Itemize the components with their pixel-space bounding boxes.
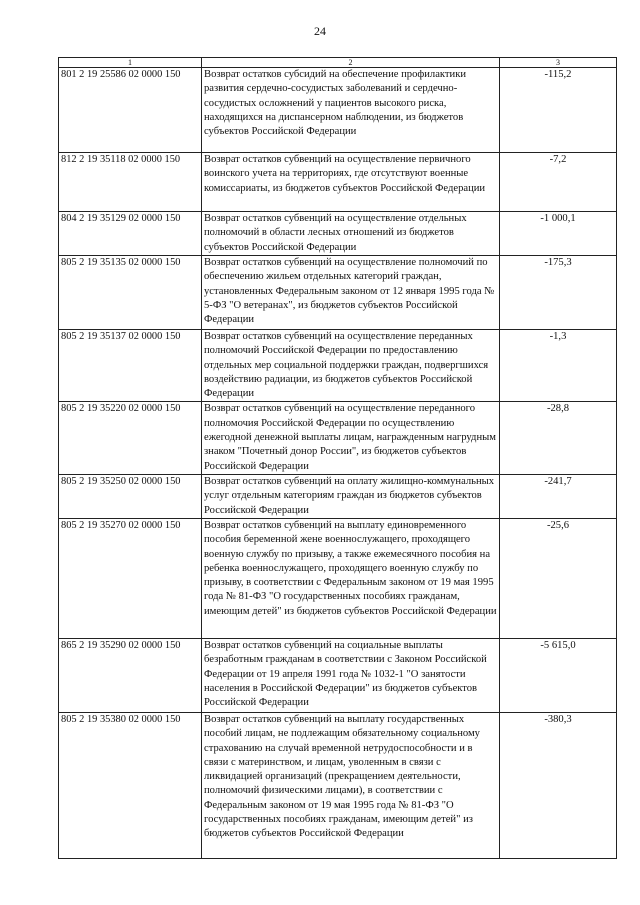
- row-description: Возврат остатков субвенций на осуществление первичного воинского учета на территориях, где отсутствуют военные комиссариаты, из бюджетов субъектов Российской Федерации: [202, 153, 500, 212]
- row-description: Возврат остатков субвенций на социальные выплаты безработным гражданам в соответствии с Законом Российской Федерации от 19 апреля 1991 года № 1032-1 "О занятости населения в Российской Федерации" из бюджетов субъектов Российской Федерации: [202, 638, 500, 712]
- table-row: [59, 256, 617, 330]
- table-row: [59, 474, 617, 518]
- row-amount: -175,3: [500, 256, 617, 330]
- budget-table: [58, 57, 617, 859]
- row-code: 805 2 19 35250 02 0000 150: [59, 474, 202, 518]
- table-row: [59, 330, 617, 402]
- row-code: 805 2 19 35380 02 0000 150: [59, 712, 202, 858]
- row-description: Возврат остатков субвенций на осуществление полномочий по обеспечению жильем отдельных категорий граждан, установленных Федеральным законом от 12 января 1995 года № 5-ФЗ "О ветеранах", из бюджетов субъектов Российской Федерации: [202, 256, 500, 330]
- table-row: [59, 68, 617, 153]
- row-code: 805 2 19 35270 02 0000 150: [59, 518, 202, 638]
- row-code: 805 2 19 35135 02 0000 150: [59, 256, 202, 330]
- row-amount: -5 615,0: [500, 638, 617, 712]
- row-description: Возврат остатков субвенций на осуществление отдельных полномочий в области лесных отношений из бюджетов субъектов Российской Федерации: [202, 212, 500, 256]
- row-description: Возврат остатков субвенций на осуществление переданного полномочия Российской Федерации по осуществлению ежегодной денежной выплаты лицам, награжденным нагрудным знаком "Почетный донор России", из бюджетов субъектов Российской Федерации: [202, 402, 500, 474]
- row-description: Возврат остатков субвенций на выплату государственных пособий лицам, не подлежащим обязательному социальному страхованию на случай временной нетрудоспособности и в связи с материнством, и лицам, уволенным в связи с ликвидацией организаций (прекращением деятельности, полномочий физическими лицами), в соответствии с Федеральным законом от 19 мая 1995 года № 81-ФЗ "О государственных пособиях гражданам, имеющим детей" из бюджетов субъектов Российской Федерации: [202, 712, 500, 858]
- row-amount: -7,2: [500, 153, 617, 212]
- row-code: 805 2 19 35220 02 0000 150: [59, 402, 202, 474]
- row-description: Возврат остатков субвенций на оплату жилищно-коммунальных услуг отдельным категориям граждан из бюджетов субъектов Российской Федерации: [202, 474, 500, 518]
- row-amount: -25,6: [500, 518, 617, 638]
- table-row: [59, 638, 617, 712]
- row-code: 865 2 19 35290 02 0000 150: [59, 638, 202, 712]
- row-amount: -1 000,1: [500, 212, 617, 256]
- row-code: 805 2 19 35137 02 0000 150: [59, 330, 202, 402]
- table-header-row: [59, 58, 617, 68]
- table-row: [59, 153, 617, 212]
- column-header-description: 2: [202, 58, 500, 68]
- table-row: [59, 212, 617, 256]
- row-amount: -28,8: [500, 402, 617, 474]
- page-number: 24: [314, 24, 326, 38]
- row-description: Возврат остатков субвенций на выплату единовременного пособия беременной жене военнослужащего, проходящего военную службу по призыву, а также ежемесячного пособия на ребенка военнослужащего, проходящего военную службу по призыву, в соответствии с Федеральным законом от 19 мая 1995 года № 81-ФЗ "О государственных пособиях гражданам, имеющим детей" из бюджетов субъектов Российской Федерации: [202, 518, 500, 638]
- row-amount: -115,2: [500, 68, 617, 153]
- row-amount: -1,3: [500, 330, 617, 402]
- table-row: [59, 712, 617, 858]
- column-header-code: 1: [59, 58, 202, 68]
- table-row: [59, 402, 617, 474]
- row-code: 804 2 19 35129 02 0000 150: [59, 212, 202, 256]
- table-row: [59, 518, 617, 638]
- row-description: Возврат остатков субсидий на обеспечение профилактики развития сердечно-сосудистых заболеваний и сердечно-сосудистых осложнений у пациентов высокого риска, находящихся на диспансерном наблюдении, из бюджетов субъектов Российской Федерации: [202, 68, 500, 153]
- row-description: Возврат остатков субвенций на осуществление переданных полномочий Российской Федерации по предоставлению отдельных мер социальной поддержки граждан, подвергшихся воздействию радиации, из бюджетов субъектов Российской Федерации: [202, 330, 500, 402]
- row-amount: -241,7: [500, 474, 617, 518]
- row-code: 812 2 19 35118 02 0000 150: [59, 153, 202, 212]
- column-header-amount: 3: [500, 58, 617, 68]
- row-code: 801 2 19 25586 02 0000 150: [59, 68, 202, 153]
- row-amount: -380,3: [500, 712, 617, 858]
